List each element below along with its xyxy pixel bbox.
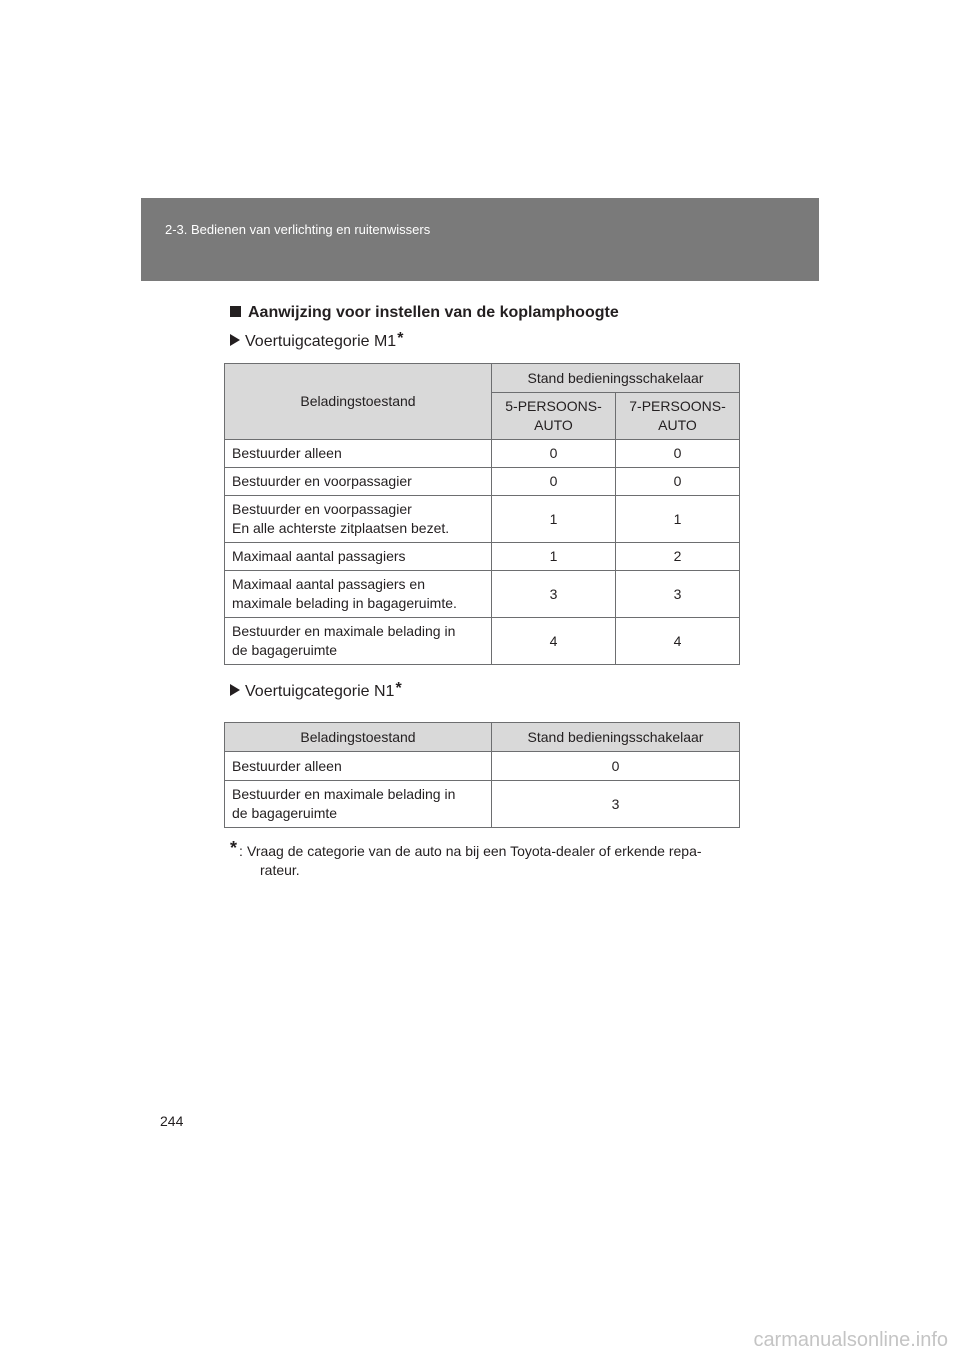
table-row [225,543,740,571]
m1-table [224,363,740,665]
m1-header-7p: 7-PERSOONS-AUTO [616,393,740,440]
value-cell: 0 [492,440,616,468]
value-cell: 3 [492,571,616,618]
condition-cell: Bestuurder en maximale belading in de bagageruimte [225,781,492,828]
value-cell: 4 [492,618,616,665]
asterisk-marker: * [395,680,402,697]
value-cell: 3 [492,781,740,828]
value-cell: 1 [492,496,616,543]
chapter-breadcrumb: 2-3. Bedienen van verlichting en ruitenwissers [165,222,431,237]
chapter-header-band [141,198,819,281]
footnote-colon: : [239,843,243,859]
condition-cell: Bestuurder alleen [225,440,492,468]
page-number: 244 [160,1113,184,1129]
square-bullet-icon [230,306,241,317]
m1-subheading [230,330,404,351]
table-row [225,468,740,496]
n1-header-condition: Beladingstoestand [225,723,492,752]
table-row [225,440,740,468]
footnote-text: Vraag de categorie van de auto na bij een Toyota-dealer of erkende repa- rateur. [247,843,702,878]
value-cell: 0 [492,468,616,496]
condition-cell: Bestuurder en voorpassagier En alle achterste zitplaatsen bezet. [225,496,492,543]
triangle-bullet-icon [230,684,240,696]
m1-header-5p: 5-PERSOONS-AUTO [492,393,616,440]
condition-cell: Bestuurder alleen [225,752,492,781]
condition-cell: Bestuurder en maximale belading in de bagageruimte [225,618,492,665]
m1-header-switch: Stand bedieningsschakelaar [492,364,740,393]
asterisk-marker: * [397,330,404,347]
table-row [225,618,740,665]
table-row [225,752,740,781]
n1-table [224,722,740,828]
watermark: carmanualsonline.info [753,1329,948,1351]
footnote-asterisk: * [230,838,238,858]
condition-cell: Maximaal aantal passagiers [225,543,492,571]
condition-cell: Bestuurder en voorpassagier [225,468,492,496]
value-cell: 4 [616,618,740,665]
value-cell: 3 [616,571,740,618]
m1-subtitle: Voertuigcategorie M1 [245,333,397,350]
n1-subheading [230,680,402,701]
triangle-bullet-icon [230,334,240,346]
table-row [225,781,740,828]
condition-cell: Maximaal aantal passagiers en maximale belading in bagageruimte. [225,571,492,618]
section-title: Aanwijzing voor instellen van de koplamphoogte [248,304,619,321]
n1-subtitle: Voertuigcategorie N1 [245,683,395,700]
value-cell: 2 [616,543,740,571]
value-cell: 1 [616,496,740,543]
n1-header-switch: Stand bedieningsschakelaar [492,723,740,752]
value-cell: 0 [616,440,740,468]
table-row [225,496,740,543]
section-heading [230,304,619,322]
value-cell: 0 [616,468,740,496]
footnote [230,838,750,880]
value-cell: 0 [492,752,740,781]
table-row [225,571,740,618]
m1-header-condition: Beladingstoestand [225,364,492,440]
value-cell: 1 [492,543,616,571]
